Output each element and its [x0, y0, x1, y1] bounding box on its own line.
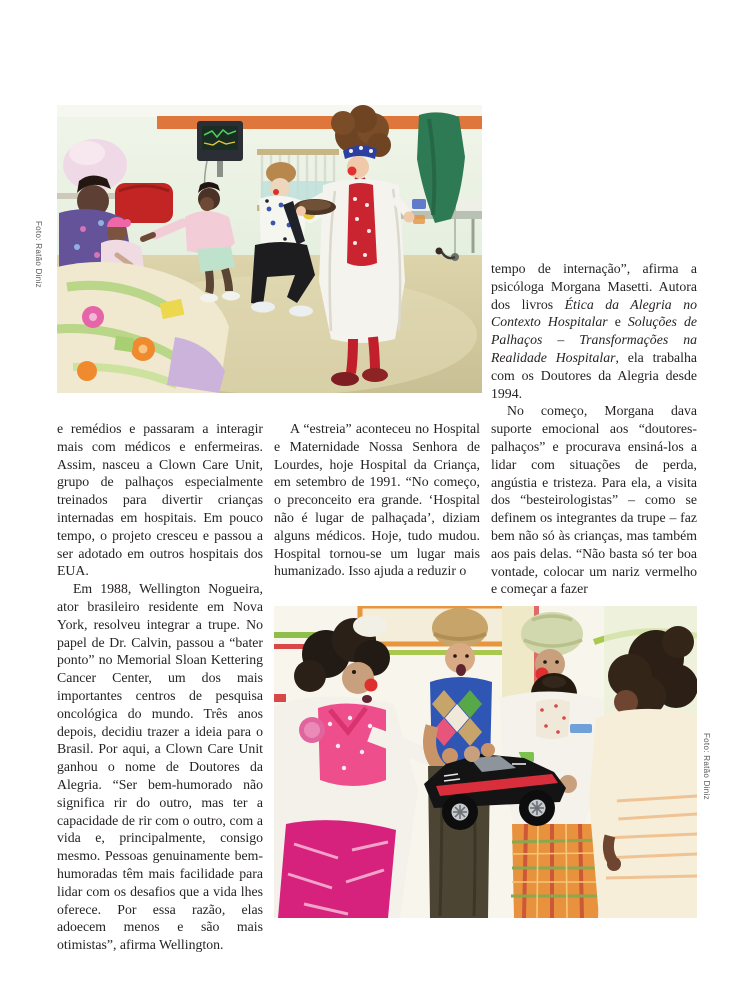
paragraph-continuation: e remédios e passaram a interagir mais com médicos e enfermeiras. Assim, nasceu a Clown Care Unit, grupo de palhaços especialmente treinados para divertir crianças internadas em hospitais. Em pouco tempo, o projeto cresceu e passou a ser adotado em outros hospitais dos EUA. — [57, 421, 263, 579]
paragraph: A “estreia” aconteceu no Hospital e Maternidade Nossa Senhora de Lourdes, hoje Hospital da Criança, em setembro de 1991. “No começo, o preconceito era grande. ‘Hospital não é lugar de palhaçada’, diziam alguns médicos. Hoje, tudo mudou. Hospital tornou-se um lugar mais humanizado. Isso ajuda a reduzir o — [274, 421, 480, 579]
plaid-pants — [511, 824, 602, 918]
photo-credit-top: Foto: Ratão Diniz — [34, 221, 43, 288]
text-segment: e — [607, 314, 628, 330]
hospital-ward-illustration — [57, 105, 482, 393]
photo-hospital-ward — [57, 105, 482, 393]
text-column-2 — [274, 420, 480, 580]
text-column-3 — [491, 260, 697, 598]
paragraph: No começo, Morgana dava suporte emocional aos “doutores-palhaços” e procurava ensiná-los a lidar com situações de perda, angústia e tristeza. Para ela, a visita dos “besteirologistas” – como se definem os integrantes da trupe – faz bem não só às crianças, mas também aos pais delas. “Não basta só ter boa vontade, colocar um nariz vermelho e começar a fazer — [491, 403, 697, 597]
book-title: Soluções de Palhaços – Transformações na Realidade Hospitalar — [491, 314, 697, 365]
paragraph-continuation — [491, 260, 697, 402]
text-column-1 — [57, 420, 263, 954]
clowns-toy-truck-illustration — [274, 606, 697, 918]
text-segment: tempo de internação”, afirma a psicóloga Morgana Masetti. Autora dos livros — [491, 261, 697, 312]
paragraph: Em 1988, Wellington Nogueira, ator brasileiro residente em Nova York, resolveu integrar a trupe. No papel de Dr. Calvin, passou a “bater ponto” no Memorial Sloan Kettering Cancer Center, um dos mais importantes centros de pesquisa oncológica do mundo. Três anos depois, decidiu trazer a ideia para o Brasil. Por aqui, a Clown Care Unit ganhou o nome de Doutores da Alegria. “Ser bem-humorado não significa rir do outro, mas ter a capacidade de rir com o outro, com a vida e, principalmente, consigo mesmo. Pessoas genuinamente bem-humoradas têm mais facilidade para lidar com os desafios que a vida lhes oferece. Por essa razão, elas adoecem menos e são mais otimistas”, afirma Wellington. — [57, 581, 263, 953]
book-title: Ética da Alegria no Contexto Hospitalar — [491, 296, 697, 330]
text-segment: , ela trabalha com os Doutores da Alegria desde 1994. — [491, 349, 697, 401]
photo-credit-bottom: Foto: Ratão Diniz — [702, 733, 711, 800]
photo-clowns-toy-truck — [274, 606, 697, 918]
